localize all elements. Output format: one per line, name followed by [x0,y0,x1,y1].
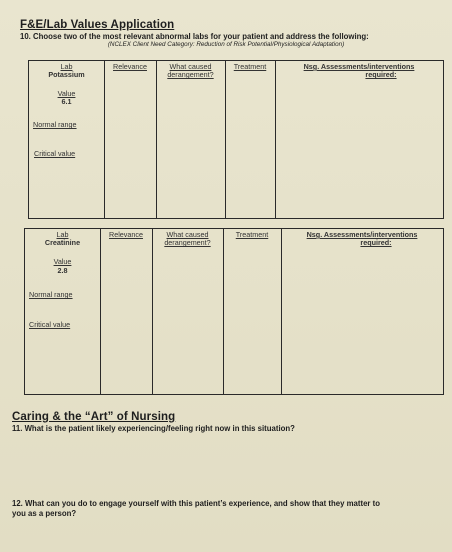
lab-value: 2.8 [57,266,68,275]
column-divider [104,61,105,218]
column-divider [225,61,226,218]
column-divider [275,61,276,218]
question-12-line2: you as a person? [12,509,77,518]
value-label: Value [57,89,76,98]
lab-label: Lab [60,62,73,71]
critical-value-label: Critical value [34,149,76,158]
lab-table-potassium [28,60,444,219]
column-divider [100,229,101,394]
lab-name: Potassium [48,70,85,79]
question-11: 11. What is the patient likely experiencing/feeling right now in this situation? [12,424,295,433]
section-title-fe-lab: F&E/Lab Values Application [20,19,175,31]
lab-label: Lab [56,230,69,239]
nclex-note: (NCLEX Client Need Category: Reduction of Risk Potential/Physiological Adaptation) [107,41,345,48]
normal-range-label: Normal range [33,120,77,129]
header-required: required: [365,70,397,79]
column-divider [223,229,224,394]
header-nsg-assessments: Nsg. Assessments/interventions [303,62,415,71]
header-relevance: Relevance [113,62,147,71]
critical-value-label: Critical value [29,320,71,329]
column-divider [156,61,157,218]
question-10: 10. Choose two of the most relevant abnormal labs for your patient and address the following: [20,32,369,41]
header-nsg-assessments: Nsg. Assessments/interventions [306,230,418,239]
header-relevance: Relevance [109,230,143,239]
normal-range-label: Normal range [29,290,73,299]
header-treatment: Treatment [235,230,269,239]
lab-value: 6.1 [61,97,72,106]
section-title-caring: Caring & the “Art” of Nursing [12,411,176,423]
header-what-caused: What caused [169,62,212,71]
column-divider [152,229,153,394]
question-12-line1: 12. What can you do to engage yourself with this patient’s experience, and show that they matter to [12,499,380,508]
value-label: Value [53,257,72,266]
header-derangement: derangement? [164,238,211,247]
header-treatment: Treatment [233,62,267,71]
header-derangement: derangement? [167,70,214,79]
header-required: required: [360,238,392,247]
lab-table-creatinine [24,228,444,395]
header-what-caused: What caused [166,230,209,239]
column-divider [281,229,282,394]
lab-name: Creatinine [44,238,81,247]
